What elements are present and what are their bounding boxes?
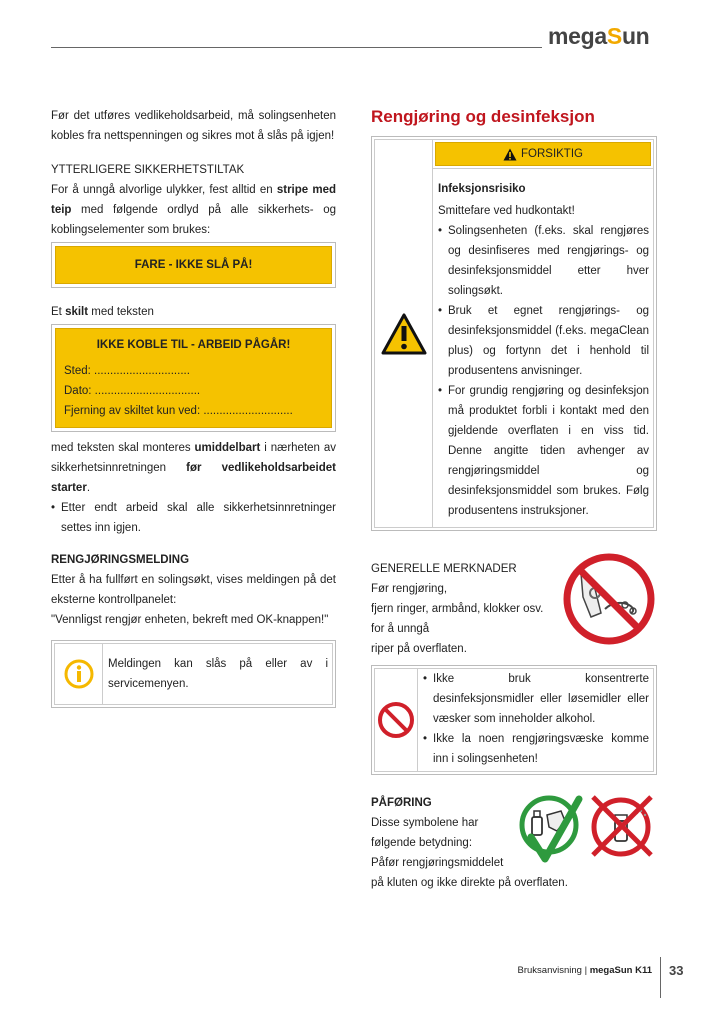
forbidden-spray-icon: [587, 793, 659, 863]
apply-heading: PÅFØRING: [371, 797, 432, 809]
apply-line: Disse symbolene har: [371, 817, 479, 829]
info-note-text: Meldingen kan slås på eller av i servicemenyen.: [103, 643, 333, 705]
sign-date-line: Dato: .................................: [64, 385, 201, 397]
apply-line: følgende betydning:: [371, 837, 473, 849]
sign-intro: Et skilt med teksten: [51, 306, 154, 318]
message-quote: "Vennligst rengjør enheten, bekreft med OK-knappen!": [51, 614, 329, 626]
caution-body: [433, 139, 654, 528]
note-list: [423, 669, 649, 769]
message-heading: RENGJØRINGSMELDING: [51, 554, 190, 566]
application-section: [371, 793, 657, 893]
info-note: [51, 640, 336, 708]
info-icon: [64, 659, 94, 689]
list-item: • Bruk et egnet rengjørings- og desinfeksjonsmiddel (f.eks. megaClean plus) og fortynn det i henhold til produsentens anvisninger.: [438, 301, 649, 381]
no-alcohol-note: [371, 665, 657, 775]
caution-content: [433, 168, 653, 527]
list-item: • Ikke bruk konsentrerte desinfeksjonsmidler eller løsemidler eller væsker som inneholder alkohol.: [423, 669, 649, 729]
risk-list: [438, 221, 649, 521]
no-jewelry-icon: [561, 551, 657, 647]
right-column: [371, 106, 657, 893]
message-paragraph: Etter å ha fullført en solingsøkt, vises meldingen på det eksterne kontrollpanelet:: [51, 574, 336, 606]
risk-heading: Infeksjonsrisiko: [438, 183, 526, 195]
note-icon-cell: [374, 668, 418, 772]
general-line: riper på overflaten.: [371, 643, 467, 655]
general-notes: [371, 559, 657, 655]
safety-paragraph: For å unngå alvorlige ulykker, fest alltid en stripe med teip med følgende ordlyd på alle sikkerhets- og koblingselementer som brukes:: [51, 184, 336, 236]
general-heading: GENERELLE MERKNADER: [371, 563, 517, 575]
after-work-list: [51, 498, 336, 538]
sign-title: IKKE KOBLE TIL - ARBEID PÅGÅR!: [96, 339, 291, 351]
brand-logo: megaSun: [548, 23, 650, 49]
caution-label: FORSIKTIG: [521, 148, 583, 160]
apply-line: Påfør rengjøringsmiddelet: [371, 857, 504, 869]
mount-paragraph: med teksten skal monteres umiddelbart i nærheten av sikkerhetsinnretningen før vedlikeholdsarbeidet starter.: [51, 442, 337, 494]
caution-bar: [435, 142, 651, 166]
sign-removal-line: Fjerning av skiltet kun ved: ............................: [64, 405, 293, 417]
prohibited-icon: [376, 700, 416, 740]
sign-place-line: Sted: ..............................: [64, 365, 190, 377]
caution-icon-cell: [374, 139, 433, 528]
list-item: • Ikke la noen rengjøringsvæske komme inn i solingsenheten!: [423, 729, 649, 769]
warning-triangle-icon: [380, 312, 428, 356]
page-number: 33: [669, 963, 684, 978]
header-rule: [51, 47, 542, 48]
page-title: Rengjøring og desinfeksjon: [371, 107, 595, 126]
fare-label: FARE - IKKE SLÅ PÅ!: [55, 246, 332, 284]
list-item: • For grundig rengjøring og desinfeksjon må produktet forbli i kontakt med den gjeldende overflaten i en viss tid. Denne angitte tiden avhenger av rengjøringsmiddel og desinfeksjonsmiddel som brukes. Følg produsentens instruksjoner.: [438, 381, 649, 521]
general-line: for å unngå: [371, 623, 430, 635]
sign-panel: [55, 328, 332, 428]
left-column: [51, 106, 336, 708]
sign-box: [51, 324, 336, 432]
caution-box: [371, 136, 657, 531]
general-line: Før rengjøring,: [371, 583, 448, 595]
list-item: • Etter endt arbeid skal alle sikkerhetsinnretninger settes inn igjen.: [51, 498, 336, 538]
general-line: fjern ringer, armbånd, klokker osv.: [371, 603, 544, 615]
safety-heading: YTTERLIGERE SIKKERHETSTILTAK: [51, 164, 245, 176]
fare-label-box: [51, 242, 336, 288]
footer-rule: [660, 957, 661, 998]
intro-paragraph: Før det utføres vedlikeholdsarbeid, må solingsenheten kobles fra nettspenningen og sikres mot å slås på igjen!: [51, 110, 336, 142]
risk-subheading: Smittefare ved hudkontakt!: [438, 205, 575, 217]
list-item: • Solingsenheten (f.eks. skal rengjøres og desinfiseres med rengjørings- og desinfeksjonsmiddel etter hver solingsøkt.: [438, 221, 649, 301]
footer-label: Bruksanvisning | megaSun K11: [517, 965, 652, 976]
info-icon-cell: [54, 643, 103, 705]
allowed-cloth-icon: [517, 791, 587, 867]
note-text-cell: [418, 668, 654, 772]
apply-line: på kluten og ikke direkte på overflaten.: [371, 877, 568, 889]
small-warning-icon: [503, 148, 517, 161]
